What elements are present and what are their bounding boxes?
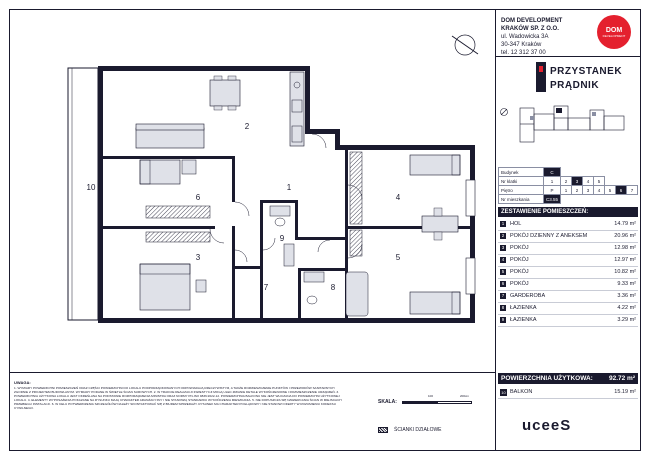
scale-label: SKALA: — [378, 399, 397, 405]
dom-development-logo — [597, 15, 631, 49]
developer-name-1: DOM DEVELOPMENT — [501, 18, 563, 24]
floor-cell: 1 — [561, 186, 572, 195]
room-name: POKÓJ — [510, 269, 529, 275]
room-name: ŁAZIENKA — [510, 317, 537, 323]
plan-label-6: 6 — [195, 193, 201, 202]
room-number: 5 — [501, 269, 505, 274]
plan-label-4: 4 — [395, 193, 401, 202]
plan-label-3: 3 — [195, 253, 201, 262]
room-row — [498, 279, 638, 291]
project-logo — [536, 60, 636, 100]
developer-phone: tel. 12 312 37 00 — [501, 50, 546, 56]
north-arrow-icon — [452, 35, 478, 55]
room-number: 3 — [501, 245, 505, 250]
floor-label: Piętro — [499, 186, 544, 195]
floor-cell: 4 — [594, 186, 605, 195]
notes-text: 1. WYMIARY POWIERZCHNI POMIESZCZEŃ ORAZ CZĘŚCI POWIERZCHNI DO LOKALU PODPORZĄDKOWANYCH ODPOWIADAJĄ RZECZYWISTYM, A TAKŻE ROZMIESZCZENIE PUNKTÓW I PRZEWODÓW SANITARNYCH ZGODNIE Z PROJEKTEM BUDOWLANYM. WYMIARY PODANE W ŚWIETLE ŚCIAN SUROWYCH. 2. W TRAKCIE REALIZACJI INWESTYCJI MOGĄ ULEC ZMIANIE DETALE WYKOŃCZENIOWE I ROZMIESZCZENIE URZĄDZEŃ. 3. POWIERZCHNIA UŻYTKOWA LOKALU JEST OKREŚLANA NA PODSTAWIE ROZPORZĄDZENIA MINISTRA ORAZ NORMY PN-ISO 9836:2022-12. POWIERZCHNIA BALKONU NIE JEST WLICZANA DO POWIERZCHNI UŻYTKOWEJ LOKALU. 4. ELEMENTY WYPOSAŻENIA POKAZANE NA RYSUNKU MAJĄ CHARAKTER ARANŻACYJNY I NIE STANOWIĄ STANDARDU WYKOŃCZENIA MIESZKANIA. 5. NIE DOPUSZCZA SIĘ NAWIERCANIA ŚCIAN W MIEJSCACH PRZEBIEGU INSTALACJI. 6. W CELU POTWIERDZENIA SZCZEGÓŁÓW NALEŻY SKONTAKTOWAĆ SIĘ Z BIUREM SPRZEDAŻY. RYSUNEK MA CHARAKTER POGLĄDOWY I NIE STANOWI OFERTY W ROZUMIENIU KODEKSU CYWILNEGO. — [14, 386, 342, 411]
developer-city: 30-347 Kraków — [501, 42, 542, 48]
balcony-name: BALKON — [510, 389, 533, 395]
wardrobe-hatch — [350, 152, 362, 224]
floor-cell: 7 — [627, 186, 638, 195]
dining-table — [210, 76, 240, 110]
kitchen-counter — [290, 72, 304, 146]
room-name: ŁAZIENKA — [510, 305, 537, 311]
floor-cell: 3 — [583, 186, 594, 195]
partition-wall-label: ŚCIANKI DZIAŁOWE — [394, 427, 442, 433]
bed — [410, 292, 460, 314]
sheet-divider-horizontal — [9, 372, 496, 373]
balcony-outline — [68, 68, 98, 320]
developer-underline — [496, 56, 641, 57]
room-area: 3.29 m² — [617, 317, 636, 323]
project-name-line2: PRĄDNIK — [550, 80, 600, 91]
room-area: 3.36 m² — [617, 293, 636, 299]
room-number: 2 — [501, 233, 505, 238]
room-row — [498, 267, 638, 279]
floor-cell: 5 — [605, 186, 616, 195]
plan-label-5: 5 — [395, 253, 401, 262]
plan-label-8: 8 — [330, 283, 336, 292]
bed — [140, 264, 206, 310]
room-row — [498, 219, 638, 231]
floor-cell: 2 — [572, 186, 583, 195]
staircase-cell: 3 — [572, 177, 583, 186]
room-name: POKÓJ — [510, 281, 529, 287]
developer-info — [501, 17, 562, 57]
plan-label-2: 2 — [244, 122, 250, 131]
project-name-line1: PRZYSTANEK — [550, 66, 623, 77]
balcony-area: 15.19 m² — [614, 389, 636, 395]
floor-cell: P — [544, 186, 561, 195]
bed — [410, 155, 460, 175]
room-row — [498, 231, 638, 243]
usable-area-summary — [498, 373, 638, 384]
staircase-cell: 5 — [594, 177, 605, 186]
developer-street: ul. Wadowicka 3A — [501, 34, 549, 40]
ucees-logo: uceeS — [522, 417, 572, 434]
building-label: Budynek — [499, 168, 544, 177]
building-cell: C — [544, 168, 561, 177]
plan-label-1: 1 — [286, 183, 292, 192]
room-name: POKÓJ — [510, 257, 529, 263]
room-name: HOL — [510, 221, 522, 227]
usable-area-label: POWIERZCHNIA UŻYTKOWA: — [501, 375, 593, 382]
room-name: POKÓJ DZIENNY Z ANEKSEM — [510, 233, 588, 239]
room-row — [498, 303, 638, 315]
plan-label-9: 9 — [279, 234, 285, 243]
room-area: 9.33 m² — [617, 281, 636, 287]
balcony-row — [498, 387, 638, 399]
room-row — [498, 255, 638, 267]
room-area: 4.22 m² — [617, 305, 636, 311]
key-plan — [500, 104, 636, 156]
room-number: 1 — [501, 221, 505, 226]
scale-bar — [402, 394, 472, 406]
usable-area-value: 92.72 m² — [608, 375, 635, 382]
building-table — [498, 167, 638, 204]
room-name: GARDEROBA — [510, 293, 546, 299]
staircase-cell: 1 — [544, 177, 561, 186]
sofa — [136, 124, 204, 148]
project-logo-mark — [536, 62, 546, 92]
wardrobe-hatch — [146, 206, 210, 218]
scale-tick-100: 100 — [428, 394, 434, 398]
staircase-cell: 2 — [561, 177, 572, 186]
wardrobe-hatch — [350, 230, 362, 256]
room-area: 20.96 m² — [614, 233, 636, 239]
room-row — [498, 243, 638, 255]
staircase-cell: 4 — [583, 177, 594, 186]
room-list-title: ZESTAWIENIE POMIESZCZEŃ: — [498, 207, 638, 217]
scale-tick-200: 200cm — [460, 394, 470, 398]
room-name: POKÓJ — [510, 245, 529, 251]
room-number: 8 — [501, 305, 505, 310]
developer-name-2: KRAKÓW SP. Z O.O. — [501, 26, 559, 32]
room-list — [498, 219, 638, 327]
room-row — [498, 291, 638, 303]
notes-heading: UWAGA: — [14, 380, 31, 385]
dom-logo-subtext: DEVELOPMENT — [602, 33, 626, 38]
desk — [422, 208, 458, 240]
sheet-divider-vertical — [495, 9, 496, 451]
balcony-number: 10 — [501, 390, 506, 395]
plan-label-10: 10 — [86, 183, 96, 192]
room-number: 9 — [501, 317, 505, 322]
bed — [140, 160, 196, 184]
dom-logo-text: DOM — [605, 26, 623, 34]
staircase-label: Nr klatki — [499, 177, 544, 186]
apartment-cell: C3.55 — [544, 195, 561, 204]
room-area: 12.98 m² — [614, 245, 636, 251]
room-area: 12.97 m² — [614, 257, 636, 263]
room-number: 4 — [501, 257, 505, 262]
apartment-label: Nr mieszkania — [499, 195, 544, 204]
floor-cell: 6 — [616, 186, 627, 195]
plan-label-7: 7 — [263, 283, 269, 292]
partition-wall-swatch — [378, 427, 388, 433]
room-number: 6 — [501, 281, 505, 286]
room-area: 10.82 m² — [614, 269, 636, 275]
room-number: 7 — [501, 293, 505, 298]
room-area: 14.79 m² — [614, 221, 636, 227]
wardrobe-hatch — [146, 232, 210, 242]
room-row — [498, 315, 638, 327]
